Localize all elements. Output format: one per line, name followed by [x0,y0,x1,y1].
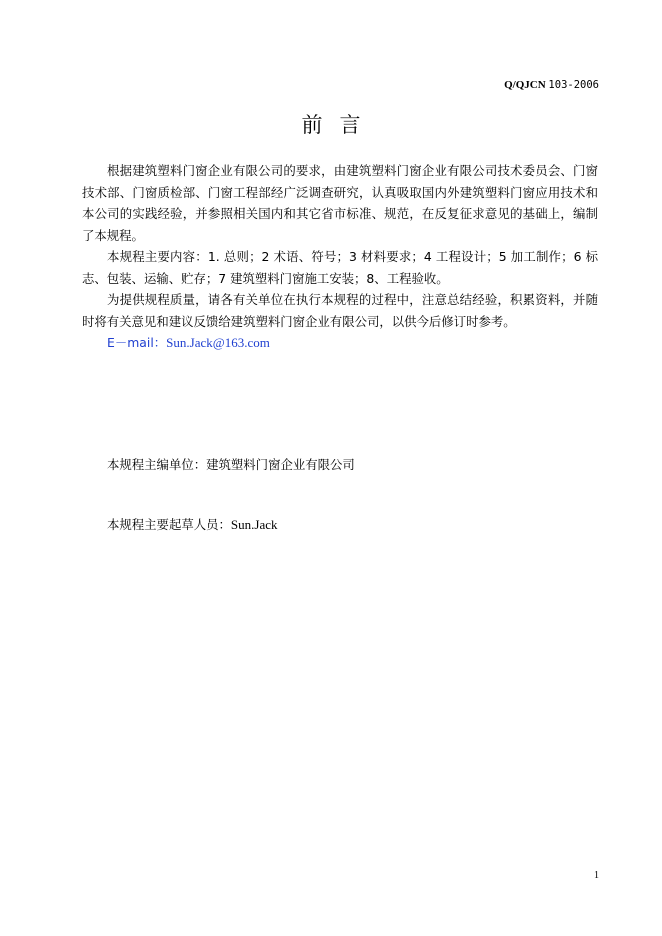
main-drafter [107,515,278,533]
preface-paragraph-2: 本规程主要内容：1. 总则；2 术语、符号；3 材料要求；4 工程设计；5 加工制作；6 标志、包装、运输、贮存；7 建筑塑料门窗施工安装；8、工程验收。 [82,249,598,286]
main-drafter-value: Sun.Jack [230,517,278,532]
document-code [504,79,599,91]
document-code-number: 103-2006 [548,79,599,91]
chief-editor-value: 建筑塑料门窗企业有限公司 [206,457,355,472]
page-title: 前言 [301,113,378,137]
chief-editor-label: 本规程主编单位： [107,457,207,472]
page-number: 1 [594,870,599,881]
email-label: E－mail： [107,335,167,350]
preface-paragraph-1: 根据建筑塑料门窗企业有限公司的要求，由建筑塑料门窗企业有限公司技术委员会、门窗技术部、门窗质检部、门窗工程部经广泛调查研究，认真吸取国内外建筑塑料门窗应用技术和本公司的实践经验，并参照相关国内和其它省市标准、规范，在反复征求意见的基础上，编制了本规程。 [82,163,598,243]
chief-editor-unit [107,455,355,473]
email-line [82,332,598,354]
preface-body [82,160,598,354]
preface-paragraph-3: 为提供规程质量，请各有关单位在执行本规程的过程中，注意总结经验，积累资料，并随时将有关意见和建议反馈给建筑塑料门窗企业有限公司，以供今后修订时参考。 [82,292,598,329]
main-drafter-label: 本规程主要起草人员： [107,517,231,532]
email-link[interactable]: Sun.Jack@163.com [166,335,270,350]
document-code-prefix: Q/QJCN [504,79,546,91]
